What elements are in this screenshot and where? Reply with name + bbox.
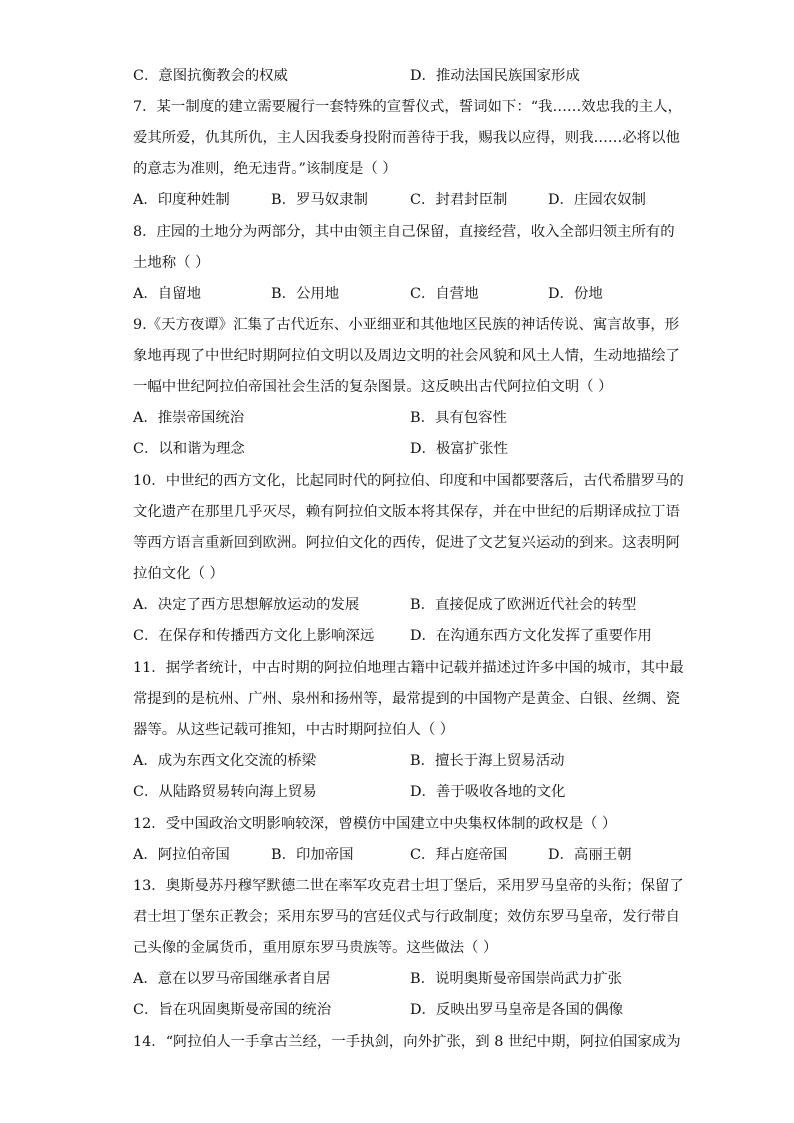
- q13-option-c: C．旨在巩固奥斯曼帝国的统治: [133, 1002, 332, 1018]
- q11-stem-line-1: 11．据学者统计，中古时期的阿拉伯地理古籍中记载并描述过许多中国的城市，其中最: [133, 660, 684, 676]
- q10-stem-line-2: 文化遗产在那里几乎灭尽，赖有阿拉伯文版本将其保存，并在中世纪的后期译成拉丁语: [133, 504, 680, 520]
- q9-option-b: B．具有包容性: [410, 410, 507, 426]
- q8-stem-line-1: 8．庄园的土地分为两部分，其中由领主自己保留，直接经营，收入全部归领主所有的: [133, 224, 675, 240]
- q8-option-b: B．公用地: [271, 286, 340, 302]
- q11-option-a: A．成为东西文化交流的桥梁: [133, 753, 317, 769]
- q12-option-b: B．印加帝国: [271, 847, 354, 863]
- q11-option-d: D．善于吸收各地的文化: [410, 784, 566, 800]
- q8-option-a: A．自留地: [133, 286, 201, 302]
- q8-option-d: D．份地: [548, 286, 603, 302]
- q7-option-b: B．罗马奴隶制: [271, 192, 368, 208]
- q14-stem-line-1: [133, 1032, 681, 1052]
- q12-option-d: D．高丽王朝: [548, 847, 632, 863]
- q7-option-a: A．印度种姓制: [133, 192, 230, 208]
- option-d-prev: D．推动法国民族国家形成: [410, 68, 580, 84]
- q14-stem-text: “阿拉伯人一手拿古兰经，一手执剑，向外扩张，到 8 世纪中期，阿拉伯国家成为: [165, 1034, 681, 1050]
- q9-stem-line-2: 象地再现了中世纪时期阿拉伯文明以及周边文明的社会风貌和风土人情，生动地描绘了: [133, 348, 680, 364]
- q11-stem-line-3: 器等。从这些记载可推知，中古时期阿拉伯人（ ）: [133, 722, 455, 738]
- q9-option-d: D．极富扩张性: [410, 441, 508, 457]
- q8-stem-line-2: 土地称（ ）: [133, 255, 210, 271]
- q11-option-c: C．从陆路贸易转向海上贸易: [133, 784, 317, 800]
- q10-option-a: A．决定了西方思想解放运动的发展: [133, 597, 360, 613]
- q14-number: 14．: [133, 1034, 166, 1050]
- q10-option-b: B．直接促成了欧洲近代社会的转型: [410, 597, 637, 613]
- q7-stem-line-1: 7．某一制度的建立需要履行一套特殊的宣誓仪式，誓词如下：“我……效忠我的主人，: [133, 99, 682, 115]
- q12-option-c: C．拜占庭帝国: [410, 847, 508, 863]
- q10-option-d: D．在沟通东西方文化发挥了重要作用: [410, 628, 652, 644]
- q9-stem-line-3: 一幅中世纪阿拉伯帝国社会生活的复杂图景。这反映出古代阿拉伯文明（ ）: [133, 379, 613, 395]
- q9-option-a: A．推崇帝国统治: [133, 410, 245, 426]
- q10-stem-line-3: 等西方语言重新回到欧洲。阿拉伯文化的西传，促进了文艺复兴运动的到来。这表明阿: [133, 535, 680, 551]
- q10-stem-line-4: 拉伯文化（ ）: [133, 566, 224, 582]
- q7-stem-line-2: 爱其所爱，仇其所仇，主人因我委身投附而善待于我，赐我以应得，则我……必将以他: [133, 130, 680, 146]
- q11-stem-line-2: 常提到的是杭州、广州、泉州和扬州等，最常提到的中国物产是黄金、白银、丝绸、瓷: [133, 691, 680, 707]
- q13-stem-line-1: 13．奥斯曼苏丹穆罕默德二世在率军攻克君士坦丁堡后，采用罗马皇帝的头衔；保留了: [133, 878, 684, 894]
- q13-option-d: D．反映出罗马皇帝是各国的偶像: [410, 1002, 624, 1018]
- q13-stem-line-3: 己头像的金属货币，重用原东罗马贵族等。这些做法（ ）: [133, 940, 498, 956]
- q10-option-c: C．在保存和传播西方文化上影响深远: [133, 628, 375, 644]
- q13-option-a: A．意在以罗马帝国继承者自居: [133, 971, 331, 987]
- option-c-prev: C．意图抗衡教会的权威: [133, 68, 288, 84]
- q13-option-b: B．说明奥斯曼帝国崇尚武力扩张: [410, 971, 623, 987]
- q9-stem-line-1: 9.《天方夜谭》汇集了古代近东、小亚细亚和其他地区民族的神话传说、寓言故事，形: [133, 317, 680, 333]
- q7-option-d: D．庄园农奴制: [548, 192, 646, 208]
- q7-stem-line-3: 的意志为准则，绝无违背。”该制度是（ ）: [133, 161, 397, 177]
- q12-stem-line-1: 12．受中国政治文明影响较深，曾模仿中国建立中央集权体制的政权是（ ）: [133, 816, 617, 832]
- q7-option-c: C．封君封臣制: [410, 192, 508, 208]
- q12-option-a: A．阿拉伯帝国: [133, 847, 230, 863]
- q11-option-b: B．擅长于海上贸易活动: [410, 753, 565, 769]
- q9-option-c: C．以和谐为理念: [133, 441, 245, 457]
- q8-option-c: C．自营地: [410, 286, 479, 302]
- q13-stem-line-2: 君士坦丁堡东正教会；采用东罗马的宫廷仪式与行政制度；效仿东罗马皇帝，发行带自: [133, 909, 680, 925]
- q10-stem-line-1: 10．中世纪的西方文化，比起同时代的阿拉伯、印度和中国都要落后，古代希腊罗马的: [133, 473, 684, 489]
